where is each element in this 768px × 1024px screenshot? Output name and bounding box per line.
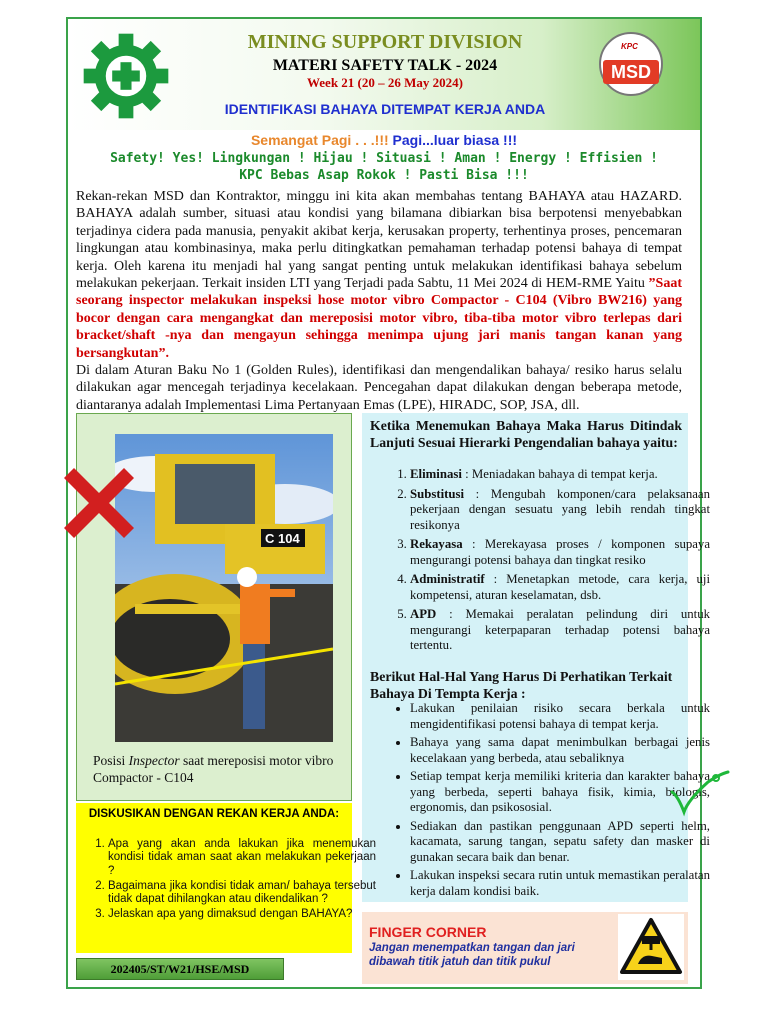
hand-crush-warning-icon xyxy=(618,914,684,980)
hierarchy-desc: : Merekayasa proses / komponen supaya mengurangi potensi bahaya dan tingkat resiko xyxy=(410,537,711,567)
week-label: Week 21 (20 – 26 May 2024) xyxy=(307,75,463,90)
discussion-item: 3. Jelaskan apa yang dimaksud dengan BAHAYA? xyxy=(108,908,376,921)
document-code: 202405/ST/W21/HSE/MSD xyxy=(76,958,284,980)
hierarchy-desc: : Memakai peralatan pelindung diri untuk mengurangi keterpaparan terhadap potensi bahaya tertentu. xyxy=(410,607,710,652)
greeting-part-a: Semangat Pagi . . .!!! xyxy=(250,132,393,148)
division-title: MINING SUPPORT DIVISION xyxy=(247,31,523,53)
incident-photo xyxy=(115,434,333,742)
hierarchy-item xyxy=(410,607,710,654)
discussion-item: 1. Apa yang akan anda lakukan jika menemukan kondisi tidak aman saat akan melakukan pekerjaan ? xyxy=(108,838,376,878)
discussion-title: DISKUSIKAN DENGAN REKAN KERJA ANDA: xyxy=(88,808,340,820)
checkmark-icon xyxy=(668,770,738,820)
photo-caption xyxy=(93,752,353,786)
vehicle-number-label: C 104 xyxy=(265,531,300,546)
greeting-line-1 xyxy=(68,132,700,148)
hierarchy-item xyxy=(410,467,710,483)
hierarchy-list xyxy=(380,467,710,658)
attention-item: • Sediakan dan pastikan penggunaan APD seperti helm, kacamata, sarung tangan, sepatu safety dan masker di gunakan secara baik dan benar. xyxy=(410,819,710,866)
kpc-logo-text: KPC xyxy=(621,42,638,51)
attention-list xyxy=(380,701,710,902)
hierarchy-term: Administratif xyxy=(410,572,485,586)
discussion-item: 2. Bagaimana jika kondisi tidak aman/ bahaya tersebut tidak dapat dihilangkan atau dikendalikan ? xyxy=(108,880,376,907)
hierarchy-term: Substitusi xyxy=(410,486,465,501)
hierarchy-term: APD xyxy=(410,607,437,621)
caption-inspector: Inspector xyxy=(128,753,180,768)
hierarchy-term: Eliminasi xyxy=(410,467,462,481)
hierarchy-item xyxy=(410,537,710,568)
cross-mark-icon xyxy=(64,468,134,538)
hierarchy-desc: : Menetapkan metode, cara kerja, uji kompetensi, aturan keselamatan, dsb. xyxy=(410,572,710,602)
finger-corner-title: FINGER CORNER xyxy=(369,924,487,940)
intro-text xyxy=(76,188,682,414)
hierarchy-item xyxy=(410,487,710,534)
safety-gear-icon xyxy=(80,30,172,122)
hierarchy-desc: : Meniadakan bahaya di tempat kerja. xyxy=(465,467,658,481)
attention-title: Berikut Hal-Hal Yang Harus Di Perhatikan Terkait Bahaya Di Tempta Kerja : xyxy=(370,669,673,701)
golden-rules-paragraph: Di dalam Aturan Baku No 1 (Golden Rules), identifikasi dan mengendalikan bahaya/ resiko harus selalu dilakukan agar mencegah terjadinya kecelakaan. Pencegahan dapat dilakukan dengan beberapa metode, diantaranya adalah Implementasi Lima Pertanyaan Emas (LPE), HIRADC, SOP, JSA, dll. xyxy=(76,363,682,413)
discussion-list xyxy=(78,838,376,924)
caption-part-a: Posisi xyxy=(93,753,129,768)
hierarchy-term: Rekayasa xyxy=(410,537,463,551)
greeting-line-3: KPC Bebas Asap Rokok ! Pasti Bisa !!! xyxy=(239,168,529,183)
topic-title: IDENTIFIKASI BAHAYA DITEMPAT KERJA ANDA xyxy=(224,101,546,117)
hierarchy-item xyxy=(410,572,710,603)
msd-logo xyxy=(599,32,663,96)
attention-item: • Lakukan penilaian risiko secara berkala untuk mengidentifikasi potensi bahaya di tempat kerja. xyxy=(410,701,710,732)
greeting-line-2: Safety! Yes! Lingkungan ! Hijau ! Situasi ! Aman ! Energy ! Effisien ! xyxy=(110,151,658,166)
finger-corner-text: Jangan menempatkan tangan dan jari dibawah titik jatuh dan titik pukul xyxy=(369,942,575,968)
incident-description: ”Saat seorang inspector melakukan inspeksi hose motor vibro Compactor - C104 (Vibro BW216) yang bocor dengan cara mengangkat dan mereposisi motor vibro, tiba-tiba motor vibro terlepas dari bracket/shaft -nya dan mengayun sehingga menimpa ujung jari manis tangan kanan yang bersangkutan”. xyxy=(76,276,682,361)
hierarchy-desc: : Mengubah komponen/cara pelaksanaan pekerjaan dengan sesuatu yang lebih rendah tingkat resikonya xyxy=(410,486,710,532)
intro-paragraph: Rekan-rekan MSD dan Kontraktor, minggu ini kita akan membahas tentang BAHAYA atau HAZARD. BAHAYA adalah sumber, situasi atau kondisi yang bilamana dibiarkan bisa berpotensi menyebabkan terjadinya cidera pada manusia, penyakit akibat kerja, kerusakan property, terhentinya proses, pencemaran lingkungan atau kombinasinya, maka perlu ditingkatkan pemahaman terhadap potensi bahaya di tempat kerja. Oleh karena itu menjadi hal yang sangat penting untuk melakukan identifikasi bahaya sebelum melakukan pekerjaan. Terkait insiden LTI yang Terjadi pada Sabtu, 11 Mei 2024 di HEM-RME Yaitu xyxy=(76,189,682,292)
attention-item: • Setiap tempat kerja memiliki kriteria dan karakter bahaya yang berbeda, seperti bahaya fisik, kimia, biologis, ergonomis, dan psikososial. xyxy=(410,769,710,816)
document-title: MATERI SAFETY TALK - 2024 xyxy=(272,57,498,74)
attention-item: • Bahaya yang sama dapat menimbulkan berbagai jenis kecelakaan yang berbeda, atau sebaliknya xyxy=(410,735,710,766)
attention-item: • Lakukan inspeksi secara rutin untuk memastikan peralatan kerja dalam kondisi baik. xyxy=(410,868,710,899)
greeting-part-b: Pagi...luar biasa !!! xyxy=(392,132,518,148)
hierarchy-title: Ketika Menemukan Bahaya Maka Harus Ditindak Lanjuti Sesuai Hierarki Pengendalian bahaya yaitu: xyxy=(370,418,682,450)
msd-logo-text: MSD xyxy=(603,60,659,84)
caption-part-c: saat mereposisi motor vibro Compactor - C104 xyxy=(93,753,334,785)
